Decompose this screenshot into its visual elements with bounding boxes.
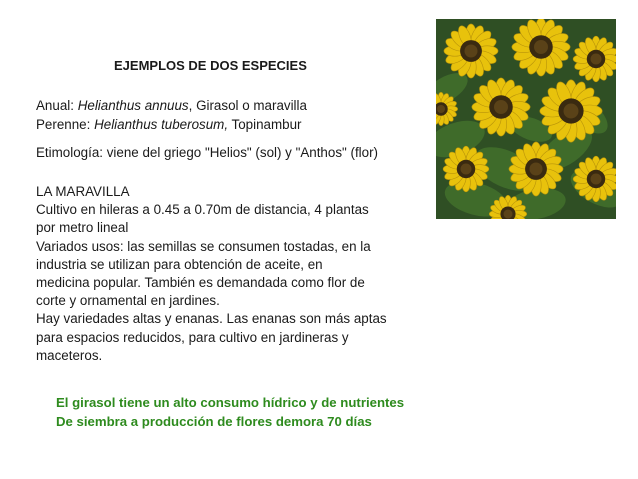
etymology-text: Etimología: viene del griego "Helios" (sol) y "Anthos" (flor) xyxy=(36,145,379,160)
section-heading: LA MARAVILLA xyxy=(36,184,130,199)
species-annual xyxy=(36,96,307,115)
sunflower-head xyxy=(443,146,489,192)
sunflower-head xyxy=(573,36,616,82)
sunflower-head xyxy=(509,142,563,196)
body-line: industria se utilizan para obtención de aceite, en xyxy=(36,256,323,272)
sunflower-head xyxy=(472,78,530,136)
species-annual-scientific: Helianthus annuus xyxy=(77,98,189,113)
body-line: maceteros. xyxy=(36,347,103,363)
sunflower-image xyxy=(436,19,616,219)
body-line: medicina popular. También es demandada como flor de xyxy=(36,275,365,291)
body-line: Cultivo en hileras a 0.45 a 0.70m de distancia, 4 plantas xyxy=(36,202,369,218)
body-line: Variados usos: las semillas se consumen tostadas, en la xyxy=(36,238,371,254)
species-perennial-scientific: Helianthus tuberosum, xyxy=(94,117,229,132)
slide-title: EJEMPLOS DE DOS ESPECIES xyxy=(114,58,307,73)
species-perennial-prefix: Perenne: xyxy=(36,117,95,132)
body-line: para espacios reducidos, para cultivo en jardineras y xyxy=(36,329,349,345)
species-annual-prefix: Anual: xyxy=(36,98,78,113)
species-perennial xyxy=(36,115,307,134)
sunflower-head xyxy=(444,24,498,78)
species-perennial-common: Topinambur xyxy=(228,117,302,132)
highlight-line: De siembra a producción de flores demora 70 días xyxy=(56,414,372,429)
highlight-notes xyxy=(56,393,404,431)
body-line: por metro lineal xyxy=(36,220,129,236)
highlight-line: El girasol tiene un alto consumo hídrico y de nutrientes xyxy=(56,395,405,410)
sunflower-head xyxy=(573,156,616,202)
body-line: Hay variedades altas y enanas. Las enanas son más aptas xyxy=(36,311,387,327)
sunflower-head xyxy=(512,19,570,76)
species-list xyxy=(36,96,307,134)
body-line: corte y ornamental en jardines. xyxy=(36,293,220,309)
sunflower-photo xyxy=(436,19,616,219)
species-annual-common: , Girasol o maravilla xyxy=(188,98,307,113)
maravilla-description xyxy=(36,183,431,365)
sunflower-head xyxy=(540,80,602,142)
